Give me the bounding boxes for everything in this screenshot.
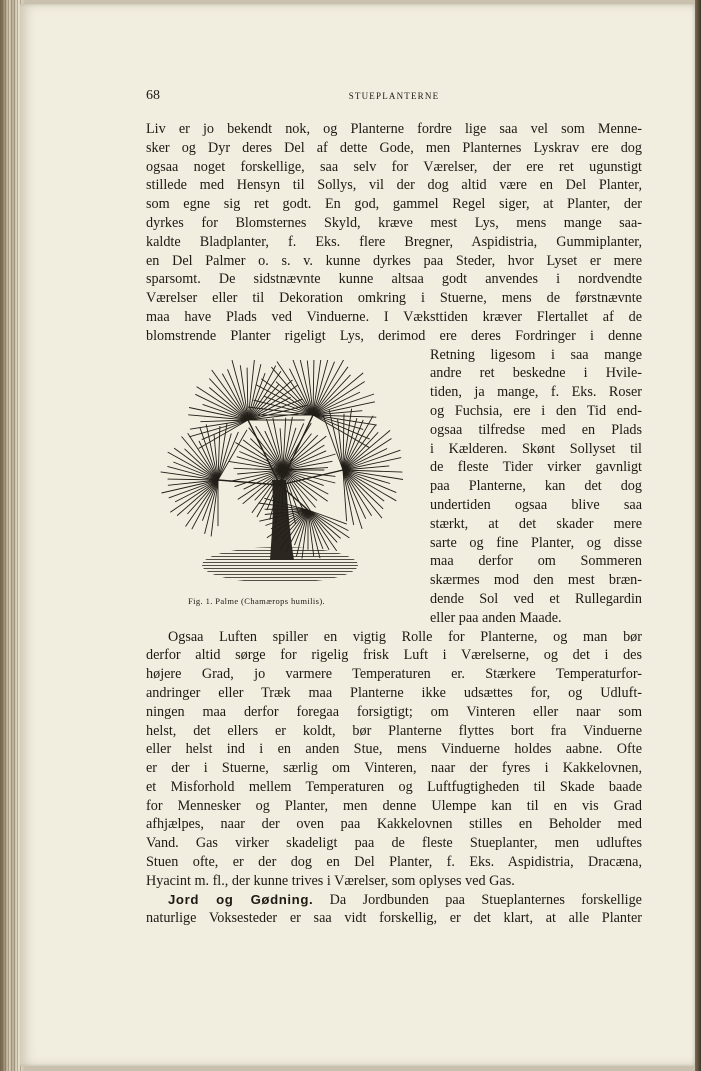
text-line: maa derfor om Sommeren [430,553,642,570]
frond-leaflet [239,452,283,471]
text-line: de fleste Tider virker gavnligt [430,459,642,476]
frond-leaflet [212,370,248,420]
text-line: dende Sol ved et Rullegardin [430,590,642,607]
text-line: ogsaa tilfredse med en Plads [430,421,642,438]
text-line: andre ret beskedne i Hvile- [430,365,642,382]
text-line: og Fuchsia, ere i den Tid end- [430,402,642,419]
text-line: et Misforhold mellem Temperaturen og Luftfugtigheden til Skade baade [146,778,642,795]
palm-illustration [148,360,418,615]
text-line: ogsaa noget forskellige, saa selv for Værelser, der ere ret ugunstigt [146,158,642,175]
text-line: for Mennesker og Planter, men denne Ulempe kan til en vis Grad [146,797,642,814]
text-line: andringer eller Træk maa Planterne ikke udsættes for, og Udluft- [146,684,642,701]
text-line: ningen maa derfor foregaa forsigtigt; om Vinteren eller naar som [146,703,642,720]
text-line: helst, det ellers er koldt, bør Planterne flyttes bort fra Vinduerne [146,722,642,739]
frond-leaflet [313,402,375,415]
frond-leaflet [343,425,376,470]
text-run: Da Jordbunden paa Stueplanternes forskellige [313,891,642,908]
frond-leaflet [343,470,396,493]
text-line: eller helst ind i en anden Stue, mens Vinduerne holdes aabne. Ofte [146,741,642,758]
page-number: 68 [146,88,160,103]
frond-leaflet [248,364,261,420]
frond-leaflet [218,432,238,480]
text-line: højere Grad, jo varmere Temperaturen er. Stærkere Temperaturfor- [146,666,642,683]
frond-leaflet [283,451,326,470]
text-line: Vand. Gas virker skadeligt paa de fleste Stueplanter, men udluftes [146,835,642,852]
text-line: skærmes mod den mest bræn- [430,572,642,589]
text-line: stillede med Hensyn til Sollys, vil der dog altid være en Del Planter, [146,177,642,194]
text-line: paa Planterne, kan det dog [430,478,642,495]
text-line: eller paa anden Maade. [430,609,562,626]
frond-leaflet [283,423,304,470]
paragraph-3 [146,891,642,929]
text-line: blomstrende Planter rigeligt Lys, derimod ere deres Fordringer i denne [146,327,642,344]
text-line: afhjælpes, naar der oven paa Kakkelovnen stilles en Beholder med [146,816,642,833]
figure-caption: Fig. 1. Palme (Chamærops humilis). [188,596,326,606]
page-stack-edges [2,0,22,1071]
text-line: i Kælderen. Skønt Sollyset til [430,440,642,457]
frond-leaflet [283,436,326,470]
paragraph-2 [146,628,642,891]
palm-trunk [270,480,294,560]
text-line: er der i Stuerne, særlig om Vinteren, naar der fyres i Kakkelovnen, [146,760,642,777]
palm-drawing [148,360,418,600]
text-line: Liv er jo bekendt nok, og Planterne fordre lige saa vel som Menne- [146,121,642,137]
running-title: STUEPLANTERNE [348,91,440,101]
page-header [146,88,642,106]
paragraph-1 [146,120,642,346]
text-line: Ogsaa Luften spiller en vigtig Rolle for Planterne, og man bør [168,628,642,645]
page-right-edge [695,0,701,1071]
text-line: sker og Dyr deres Del af dette Gode, men Planternes Lyskrav ere dog [146,139,642,156]
text-line: dyrkes for Blomsternes Skyld, kræve mest Lys, mens mange saa- [146,214,642,231]
frond-leaflet [228,369,249,420]
frond-leaflet [162,480,219,493]
frond-leaflet [313,367,348,415]
text-line: Stuen ofte, er der dog en Del Planter, f. Eks. Aspidistria, Dracæna, [146,854,642,871]
text-line: kaldte Bladplanter, f. Eks. flere Bregner, Aspidistria, Gummiplanter, [146,233,642,250]
frond-leaflet [313,394,374,415]
text-line: stærkt, at det skader mere [430,515,642,532]
frond-leaflet [243,440,283,470]
frond-leaflet [343,470,384,501]
text-line: sparsomt. De sidstnævnte kunne altsaa godt anvendes i nordvendte [146,271,642,288]
frond-leaflet [343,420,363,470]
text-line: tiden, ja mange, f. Eks. Roser [430,384,642,401]
text-line: Hyacint m. fl., der kunne trives i Værelser, som oplyses ved Gas. [146,872,515,889]
text-line: naturlige Voksesteder er saa vidt forskellig, er det klart, at alle Planter [146,910,642,927]
text-line: en Del Palmer o. s. v. kunne dyrkes paa Steder, hvor Lyset er mere [146,252,642,269]
section-heading: Jord og Gødning. [168,891,314,907]
text-line: undertiden ogsaa blive saa [430,496,642,513]
text-line: Værelser eller til Dekoration omkring i Stuerne, mens de førstnævnte [146,290,642,307]
text-line: maa have Plads ved Vinduerne. I Væksttiden kræver Flertallet af de [146,308,642,325]
frond-leaflet [283,434,312,470]
frond-leaflet [313,362,335,415]
frond-leaflet [174,448,218,480]
text-line: derfor altid sørge for rigelig frisk Luft i Værelserne, og det i des [146,647,642,664]
text-line: som egne sig ret godt. En god, gammel Regel siger, at Planter, der [146,196,642,213]
text-line: Retning ligesom i saa mange [430,346,642,363]
frond-leaflet [189,420,248,437]
text-line [146,891,642,910]
frond-leaflet [313,415,370,439]
text-line: sarte og fine Planter, og disse [430,534,642,551]
